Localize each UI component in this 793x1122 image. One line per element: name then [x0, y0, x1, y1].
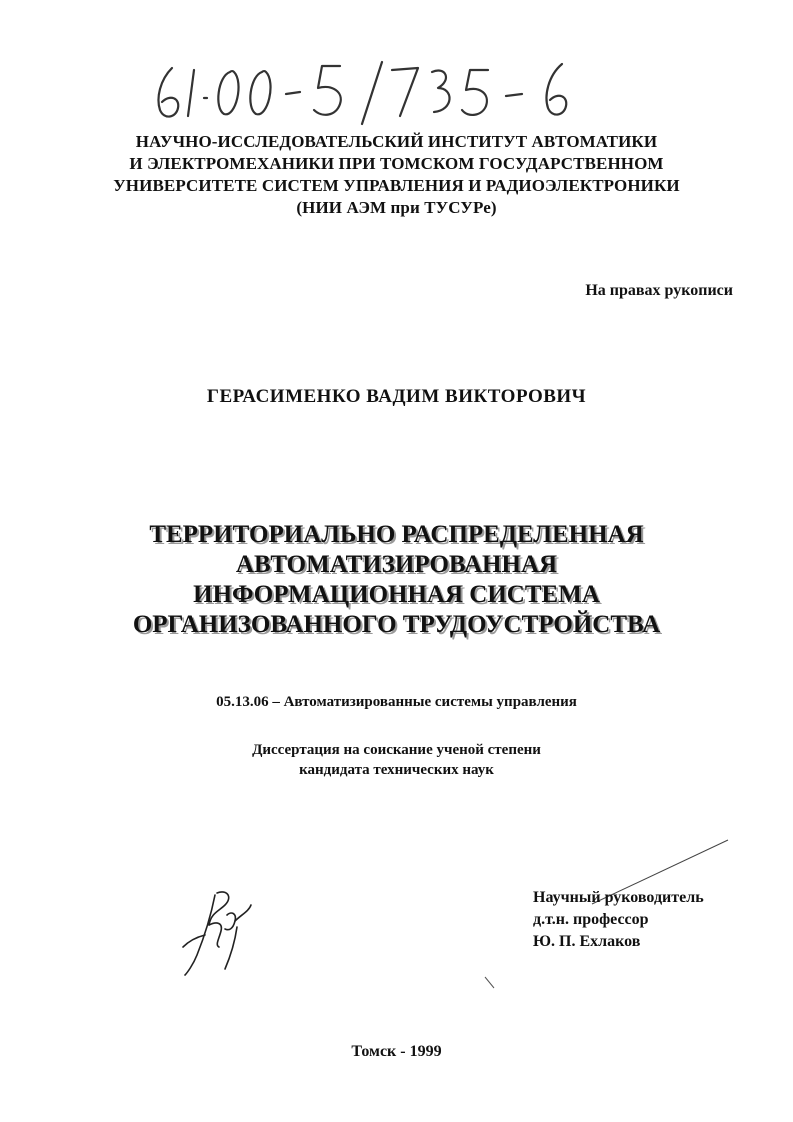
title-line-1: ТЕРРИТОРИАЛЬНО РАСПРЕДЕЛЕННАЯ — [149, 521, 644, 548]
handwritten-archive-code — [150, 58, 590, 138]
supervisor-rank: д.т.н. профессор — [533, 911, 649, 928]
institute-line-3: УНИВЕРСИТЕТЕ СИСТЕМ УПРАВЛЕНИЯ И РАДИОЭЛЕКТРОНИКИ — [113, 176, 680, 195]
manuscript-note: На правах рукописи — [585, 282, 733, 299]
degree-statement — [0, 740, 793, 780]
degree-line-2: кандидата технических наук — [299, 762, 494, 778]
author-name: ГЕРАСИМЕНКО ВАДИМ ВИКТОРОВИЧ — [206, 386, 587, 407]
supervisor-block — [533, 887, 704, 953]
title-line-4: ОРГАНИЗОВАННОГО ТРУДОУСТРОЙСТВА — [132, 611, 661, 638]
title-line-2: АВТОМАТИЗИРОВАННАЯ — [235, 551, 558, 578]
institute-line-2: И ЭЛЕКТРОМЕХАНИКИ ПРИ ТОМСКОМ ГОСУДАРСТВЕННОМ — [129, 154, 664, 173]
supervisor-name: Ю. П. Ехлаков — [533, 933, 641, 950]
institute-header — [0, 131, 793, 219]
specialty-code: 05.13.06 – Автоматизированные системы управления — [216, 694, 577, 710]
author-signature — [175, 885, 265, 980]
supervisor-role: Научный руководитель — [533, 889, 704, 906]
institute-line-1: НАУЧНО-ИССЛЕДОВАТЕЛЬСКИЙ ИНСТИТУТ АВТОМАТИКИ — [135, 132, 658, 151]
title-line-3: ИНФОРМАЦИОННАЯ СИСТЕМА — [193, 581, 600, 608]
institute-line-4: (НИИ АЭМ при ТУСУРе) — [296, 198, 497, 217]
city-year: Томск - 1999 — [351, 1043, 442, 1060]
dissertation-title — [0, 520, 793, 640]
degree-line-1: Диссертация на соискание ученой степени — [252, 742, 541, 758]
pen-tick-mark — [484, 976, 496, 990]
